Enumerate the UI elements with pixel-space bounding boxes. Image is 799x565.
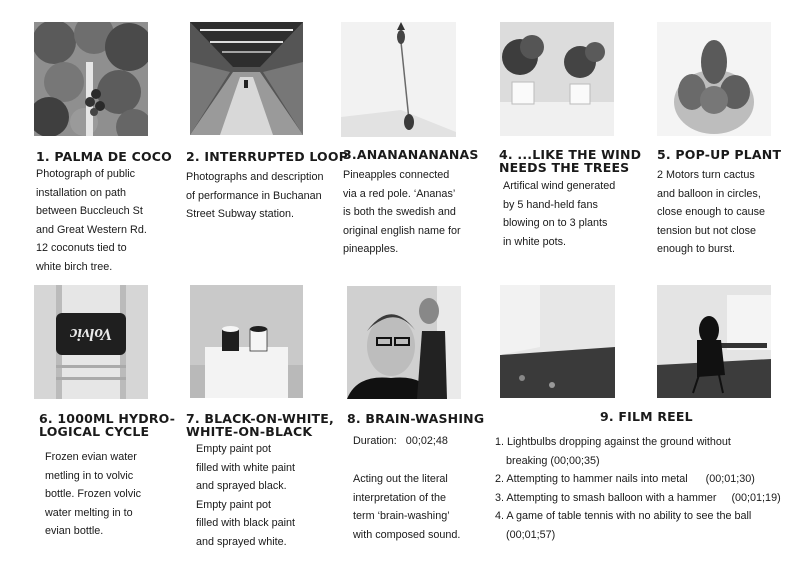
item-6-title: 6. 1000ML HYDRO- LOGICAL CYCLE [39, 411, 176, 439]
photo-interrupted-loop [190, 22, 303, 135]
item-5-description: 2 Motors turn cactus and balloon in circles, close enough to cause tension but not close enough to burst. [657, 169, 766, 255]
film-reel-list [495, 433, 781, 544]
volvic-logo: Volvic [69, 325, 113, 344]
photo-anananananas [341, 22, 456, 137]
film-reel-item: 1. Lightbulbs dropping against the ground without breaking (00;00;35) [495, 436, 731, 467]
item-6-description: Frozen evian water metling in to volvic bottle. Frozen volvic water melting in to evian bottle. [45, 451, 142, 537]
photo-film-reel-1 [500, 285, 615, 398]
photo-pop-up-plant [657, 22, 771, 136]
item-2-description: Photographs and description of performance in Buchanan Street Subway station. [186, 171, 324, 220]
photo-black-on-white [190, 285, 303, 398]
item-8-duration: Duration: 00;02;48 [353, 435, 448, 447]
item-8-description: Acting out the literal interpretation of the term ‘brain-washing’ with composed sound. [353, 473, 461, 541]
photo-hydrological-cycle [34, 285, 148, 399]
item-7-title: 7. BLACK-ON-WHITE, WHITE-ON-BLACK [186, 411, 334, 439]
film-reel-item: 3. Attempting to smash balloon with a hammer (00;01;19) [495, 491, 781, 504]
photo-palma-de-coco [34, 22, 148, 136]
item-9-title: 9. FILM REEL [600, 409, 693, 424]
film-reel-item: 2. Attempting to hammer nails into metal (00;01;30) [495, 473, 755, 485]
item-4-title: 4. ...LIKE THE WIND NEEDS THE TREES [499, 147, 642, 175]
item-2-title: 2. INTERRUPTED LOOP [186, 149, 349, 164]
item-8-title: 8. BRAIN-WASHING [347, 411, 485, 426]
item-4-description: Artifical wind generated by 5 hand-held fans blowing on to 3 plants in white pots. [503, 180, 616, 248]
item-3-title: 3.ANANANANANAS [343, 147, 479, 162]
item-1-description: Photograph of public installation on path between Buccleuch St and Great Western Rd. 12 coconuts tied to white birch tree. [36, 168, 147, 273]
photo-like-the-wind [500, 22, 614, 136]
photo-brain-washing [347, 286, 461, 399]
photo-film-reel-2 [657, 285, 771, 398]
item-5-title: 5. POP-UP PLANT [657, 147, 782, 162]
film-reel-item: 4. A game of table tennis with no ability to see the ball (00;01;57) [495, 510, 752, 541]
item-3-description: Pineapples connected via a red pole. ‘Ananas’ is both the swedish and original english name for pineapples. [343, 169, 461, 255]
item-1-title: 1. PALMA DE COCO [36, 149, 172, 164]
item-7-description: Empty paint pot filled with white paint and sprayed black. Empty paint pot filled with black paint and sprayed white. [196, 443, 296, 548]
